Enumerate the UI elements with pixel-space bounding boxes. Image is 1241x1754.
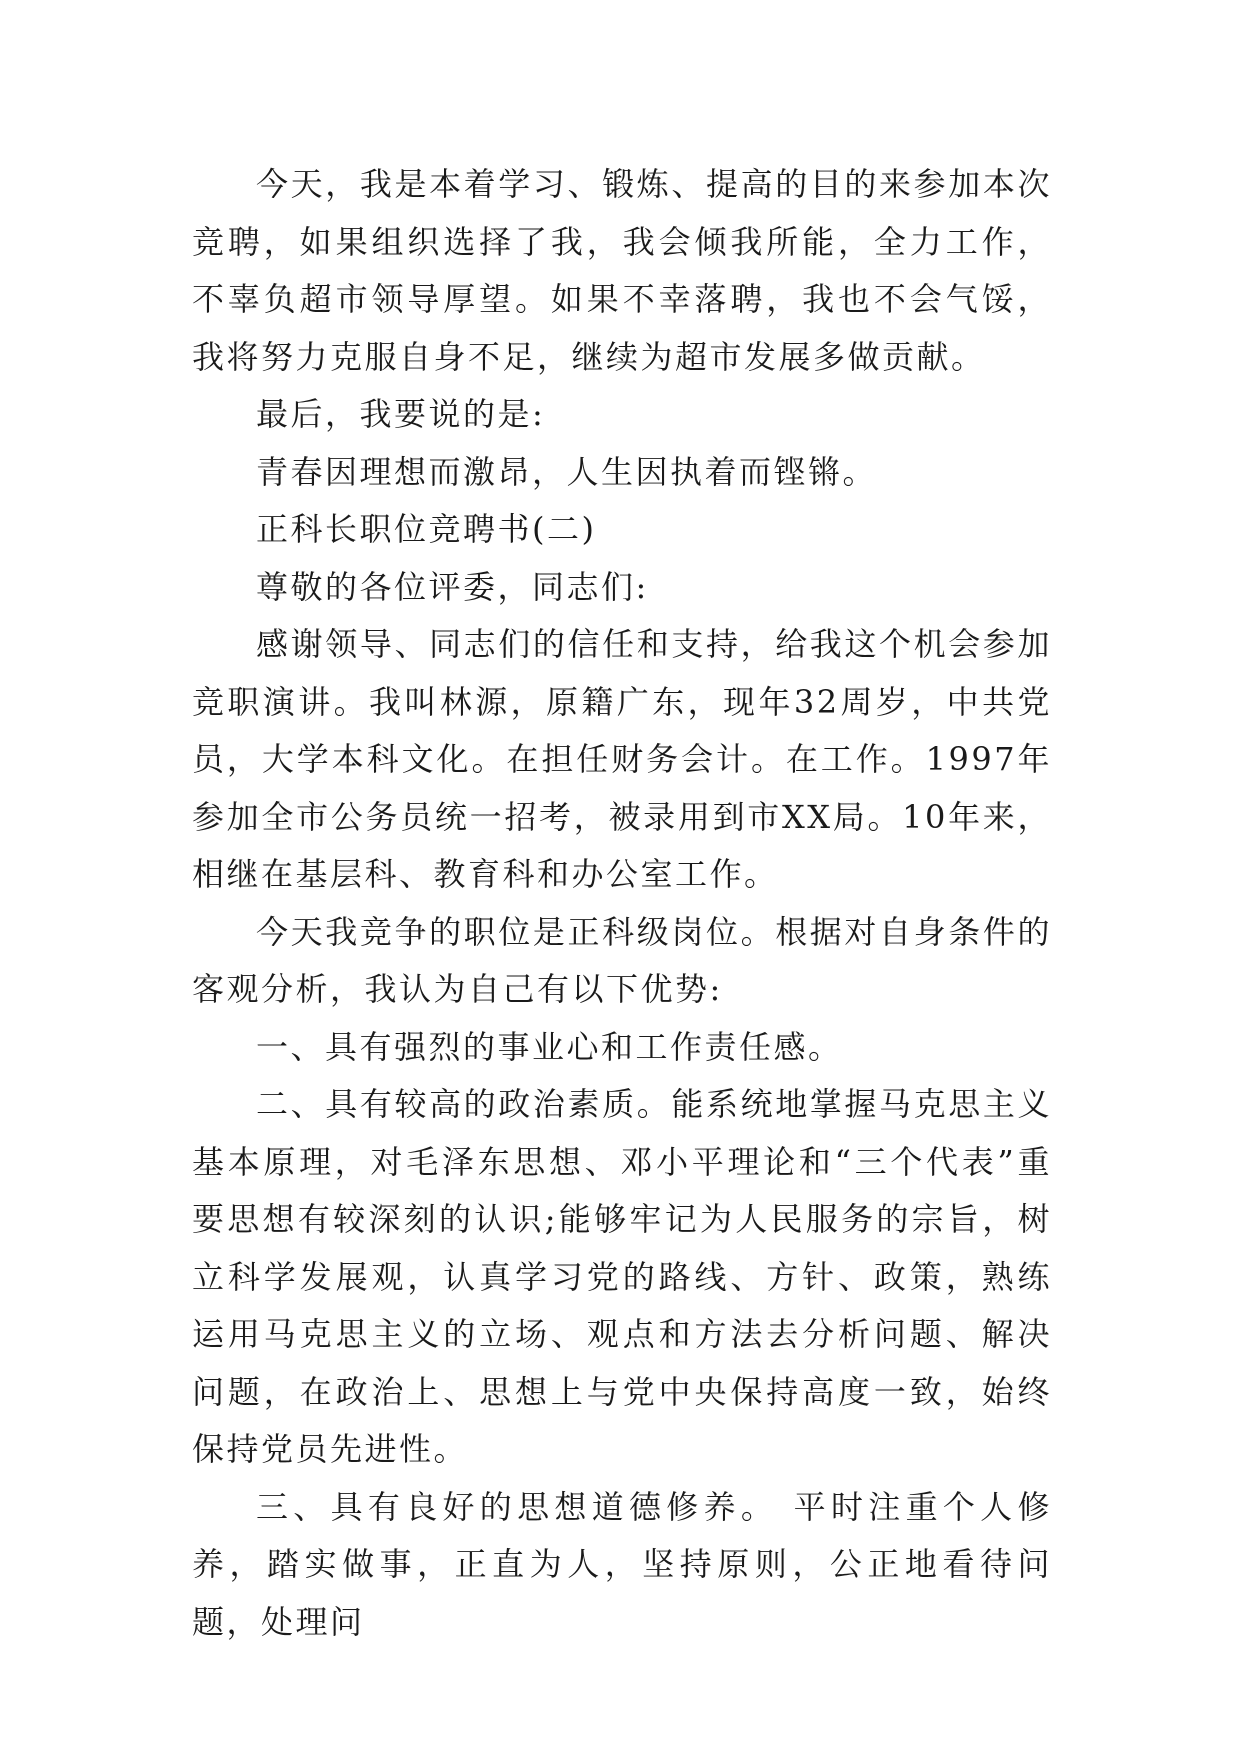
paragraph-self-introduction: 感谢领导、同志们的信任和支持，给我这个机会参加竞职演讲。我叫林源，原籍广东，现年32周岁，中共党员，大学本科文化。在担任财务会计。在工作。1997年参加全市公务员统一招考，被录用到市XX局。10年来，相继在基层科、教育科和办公室工作。 [192, 625, 1052, 893]
paragraph-closing-intro: 最后，我要说的是: [256, 395, 546, 433]
salutation: 尊敬的各位评委，同志们: [256, 567, 649, 606]
paragraph-closing-motto: 青春因理想而激昂，人生因执着而铿锵。 [256, 452, 878, 491]
document-body [192, 156, 1052, 1651]
advantage-item-2: 二、具有较高的政治素质。能系统地掌握马克思主义基本原理，对毛泽东思想、邓小平理论和“三个代表”重要思想有较深刻的认识;能够牢记为人民服务的宗旨，树立科学发展观，认真学习党的路线、方针、政策，熟练运用马克思主义的立场、观点和方法去分析问题、解决问题，在政治上、思想上与党中央保持高度一致，始终保持党员先进性。 [192, 1085, 1052, 1468]
advantage-item-1: 一、具有强烈的事业心和工作责任感。 [256, 1027, 843, 1066]
section-title: 正科长职位竞聘书(二) [256, 510, 597, 548]
advantage-item-3: 三、具有良好的思想道德修养。 平时注重个人修养，踏实做事，正直为人，坚持原则，公正地看待问题，处理问 [192, 1487, 1052, 1641]
paragraph-position-statement: 今天我竞争的职位是正科级岗位。根据对自身条件的客观分析，我认为自己有以下优势: [192, 912, 1052, 1008]
paragraph-competition-attitude: 今天，我是本着学习、锻炼、提高的目的来参加本次竞聘，如果组织选择了我，我会倾我所能，全力工作，不辜负超市领导厚望。如果不幸落聘，我也不会气馁，我将努力克服自身不足，继续为超市发展多做贡献。 [192, 165, 1052, 376]
